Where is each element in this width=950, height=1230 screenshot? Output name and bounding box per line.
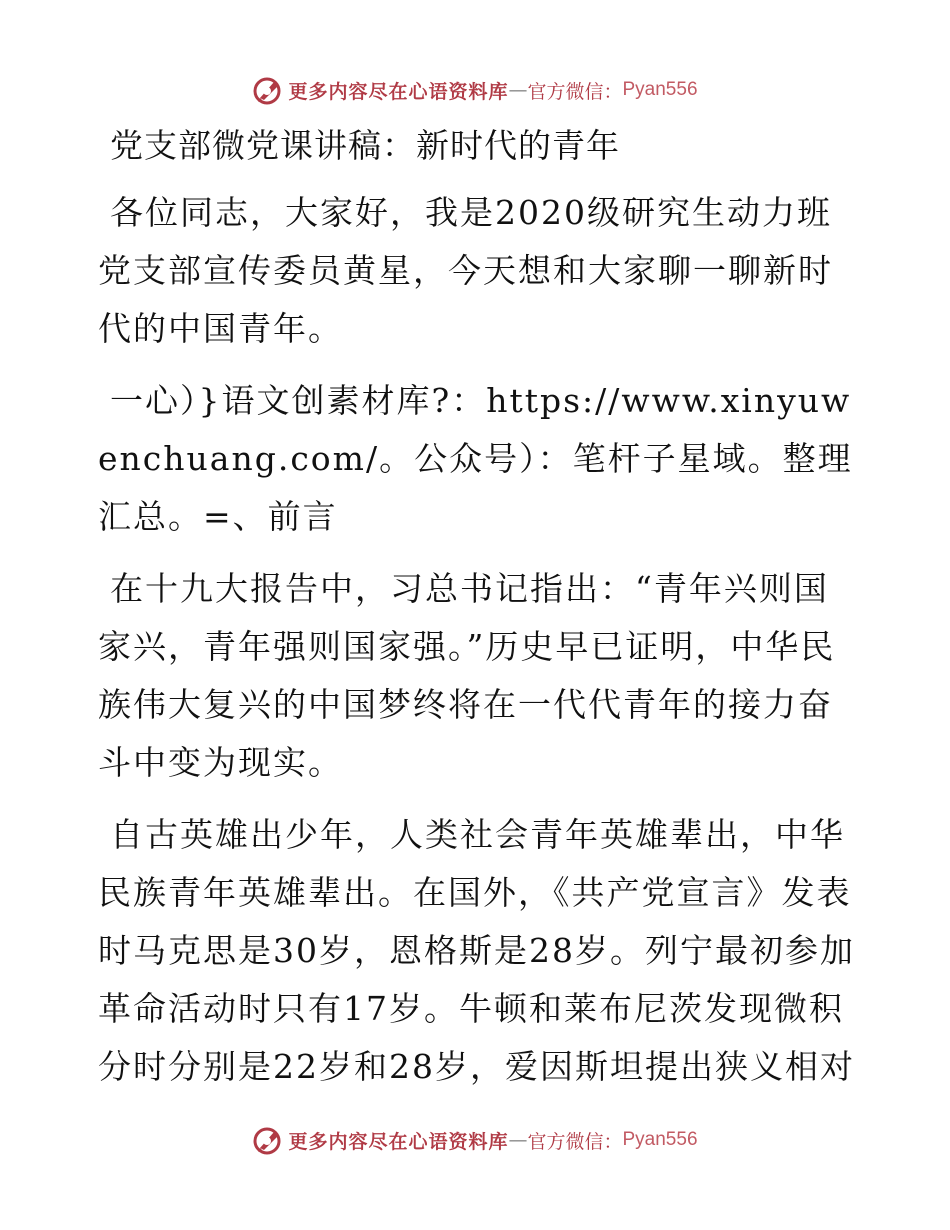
banner-wechat-label: 官方微信： [527,1130,623,1153]
paragraph-heroes: 自古英雄出少年，人类社会青年英雄辈出，中华民族青年英雄辈出。在国外，《共产党宣言》发表时马克思是30岁，恩格斯是28岁。列宁最初参加革命活动时只有17岁。牛顿和莱布尼茨发现微积分时分别是22岁和28岁，爱因斯坦提出狭义相对 [98,815,855,1086]
document-title: 党支部微党课讲稿：新时代的青年 [110,126,620,165]
banner-separator: — [508,79,528,101]
banner-main-text: 更多内容尽在心语资料库 [288,1130,509,1153]
paragraph-quote: 在十九大报告中，习总书记指出：“青年兴则国家兴，青年强则国家强。”历史早已证明，中华民族伟大复兴的中国梦终将在一代代青年的接力奋斗中变为现实。 [98,569,836,782]
banner-wechat-handle: Pyan556 [622,1129,698,1150]
banner-main-text: 更多内容尽在心语资料库 [288,80,509,103]
banner-separator: — [508,1129,528,1151]
footer-banner [0,1122,950,1158]
pen-logo-icon [252,1124,284,1156]
paragraph-greeting: 各位同志，大家好，我是2020级研究生动力班党支部宣传委员黄星，今天想和大家聊一聊新时代的中国青年。 [98,193,833,348]
pen-logo-icon [252,74,284,106]
document-body [98,120,858,1110]
paragraph-source: 一心）}语文创素材库?：https://www.xinyuwenchuang.com/。公众号）：笔杆子星域。整理汇总。=、前言 [98,381,853,536]
header-banner [0,72,950,108]
banner-wechat-handle: Pyan556 [622,79,698,100]
banner-wechat-label: 官方微信： [527,80,623,103]
